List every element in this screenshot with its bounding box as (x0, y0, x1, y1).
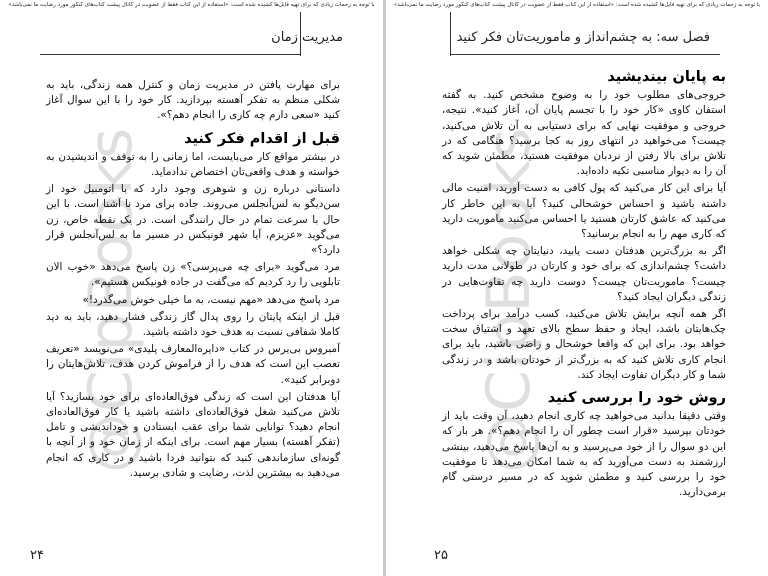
section-heading: قبل از اقدام فکر کنید (184, 130, 340, 147)
page-number: ۲۵ (434, 548, 448, 563)
section-heading: روش خود را بررسی کنید (547, 390, 726, 407)
running-header: فصل سه: به چشم‌انداز و ماموریت‌تان فکر کنید (456, 30, 710, 45)
copyright-notice: با توجه به زحمات زیادی که برای تهیه فایل‌ها کشیده شده است: «استفاده از این کتاب فقط از عضویت در کانال پیشت کتاب‌های کنکور مورد رضایت ما نمی‌باشد» (8, 2, 375, 8)
paragraph: آیا برای این کار می‌کنید که پول کافی به دست آورید، امنیت مالی داشته باشید و احساس خوشحالی کنید؟ آیا به این خاطر کار می‌کنید که عاشق کارتان هستید یا احساس می‌کنید ماموریت دارید که کاری مهم را به انجام برسانید؟ (442, 182, 726, 241)
paragraph: وقتی دقیقا بدانید می‌خواهید چه کاری انجام دهید، آن وقت باید از خودتان بپرسید «قرار است چطور آن را انجام دهم؟». هر بار که این دو سوال را از خود می‌پرسید و به آن‌ها پاسخ می‌دهید، بینشی ارزشمند به دست می‌آورید که به شما امکان می‌دهد تا موفقیت خود را بررسی کنید و مطمئن شوید که در مسیر درستی گام برمی‌دارید. (442, 410, 726, 499)
running-header: مدیریت زمان (271, 30, 343, 45)
header-rule (450, 54, 720, 55)
left-page (0, 0, 383, 576)
paragraph: آمبروس بی‌یرس در کتاب «دایره‌المعارف پلیدی» می‌نویسد «تعریف تعصب این است که هدف را از فراموش کردن هدف، تلاش‌هایتان را دوبرابر کنید». (46, 343, 340, 386)
right-page (386, 0, 768, 576)
page-number: ۲۴ (30, 548, 44, 563)
header-rule (40, 54, 300, 55)
paragraph: آیا هدفتان این است که زندگی فوق‌العاده‌ای برای خود بسازید؟ آیا تلاش می‌کنید شغل فوق‌العاده‌ای داشته باشید یا کار فوق‌العاده‌ای انجام دهید؟ توانایی شما برای عقب ایستادن و خوداندیشی و تامل (تفکر آهسته) بسیار مهم است. برای اینکه از زمان خود و از آنچه با گونه‌ای سازماندهی کنید که بتوانید فردا باشید و در کاری که انجام می‌دهید به بیشترین لذت، رضایت و شادی برسید. (46, 390, 340, 479)
body-text (46, 78, 340, 483)
paragraph: اگر همه آنچه برایش تلاش می‌کنید، کسب درآمد برای پرداخت چک‌هایتان باشد، ایجاد و حفظ سطح بالای تعهد و اشتیاق سخت خواهد بود. برای این که واقعا خوشحال و راضی باشید، باید برای انجام کاری تلاش کنید که به بزرگ‌تر از خودتان باشد و در زندگی شما و کار دیگران تفاوت ایجاد کند. (442, 308, 726, 381)
paragraph: خروجی‌های مطلوب خود را به وضوح مشخص کنید. به گفته استفان کاوی «کار خود را با تجسم پایان آن، آغاز کنید». نتیجه، خروجی و موفقیت نهایی که برای دستیابی به آن تلاش می‌کنید، چیست؟ می‌خواهید در انتهای روز به کجا برسید؟ هنگامی که در تلاش برای بالا رفتن از نردبان موفقیت هستید، مطمئن شوید که آن را به دیوار مناسبی تکیه داده‌اید. (442, 89, 726, 178)
watermark: @CipBooks (474, 126, 545, 474)
paragraph: قبل از اینکه پایتان را روی پدال گاز زندگی فشار دهید، باید به دید کاملا شفافی نسبت به هدف خود داشته باشید. (46, 310, 340, 339)
paragraph: مرد می‌گوید «برای چه می‌پرسی؟» زن پاسخ می‌دهد «خوب الان تابلویی را رد کردیم که می‌گفت در جاده فونیکس هستیم». (46, 261, 340, 289)
section-heading: به پایان بیندیشید (607, 69, 726, 85)
paragraph: مرد پاسخ می‌دهد «مهم نیست، به ما خیلی خوش می‌گذرد!» (82, 293, 340, 306)
paragraph: در بیشتر مواقع کار می‌بایست، اما زمانی را به توقف و اندیشیدن به خواسته و هدف واقعی‌تان اختصاص ندادماید. (46, 150, 340, 179)
paragraph: اگر به بزرگ‌ترین هدفتان دست یابید، دنیایتان چه شکلی خواهد داشت؟ چشم‌اندازی که برای خود و کارتان در طولانی مدت دارید چیست؟ ماموریت‌تان چیست؟ دوست دارید چه تفاوت‌هایی در زندگی دیگران ایجاد کنید؟ (442, 245, 726, 303)
paragraph: داستانی درباره زن و شوهری وجود دارد که با اتومبیل خود از سن‌دیگو به لس‌آنجلس می‌روند. جاده برای مرد نا آشنا است. با این حال با سرعت تمام در حال رانندگی است. در یک نقطه خاص، زن می‌گوید «عزیزم، آیا شهر فونیکس در مسیر ما به لس‌آنجلس قرار دارد؟» (46, 183, 340, 257)
copyright-notice: با توجه به زحمات زیادی که برای تهیه فایل‌ها کشیده شده است: «استفاده از این کتاب فقط از عضویت در کانال پیشت کتاب‌های کنکور مورد رضایت ما نمی‌باشد» (393, 2, 761, 8)
body-text (442, 70, 726, 502)
intro-paragraph: برای مهارت یافتن در مدیریت زمان و کنترل همه زندگی، باید به شکلی منظم به تفکر آهسته بپردازید. کار خود را با این سوال آغاز کنید «سعی دارم چه کاری را انجام دهم؟». (46, 79, 340, 122)
watermark: @CipBooks (76, 126, 147, 474)
header-vertical-rule (450, 12, 451, 56)
